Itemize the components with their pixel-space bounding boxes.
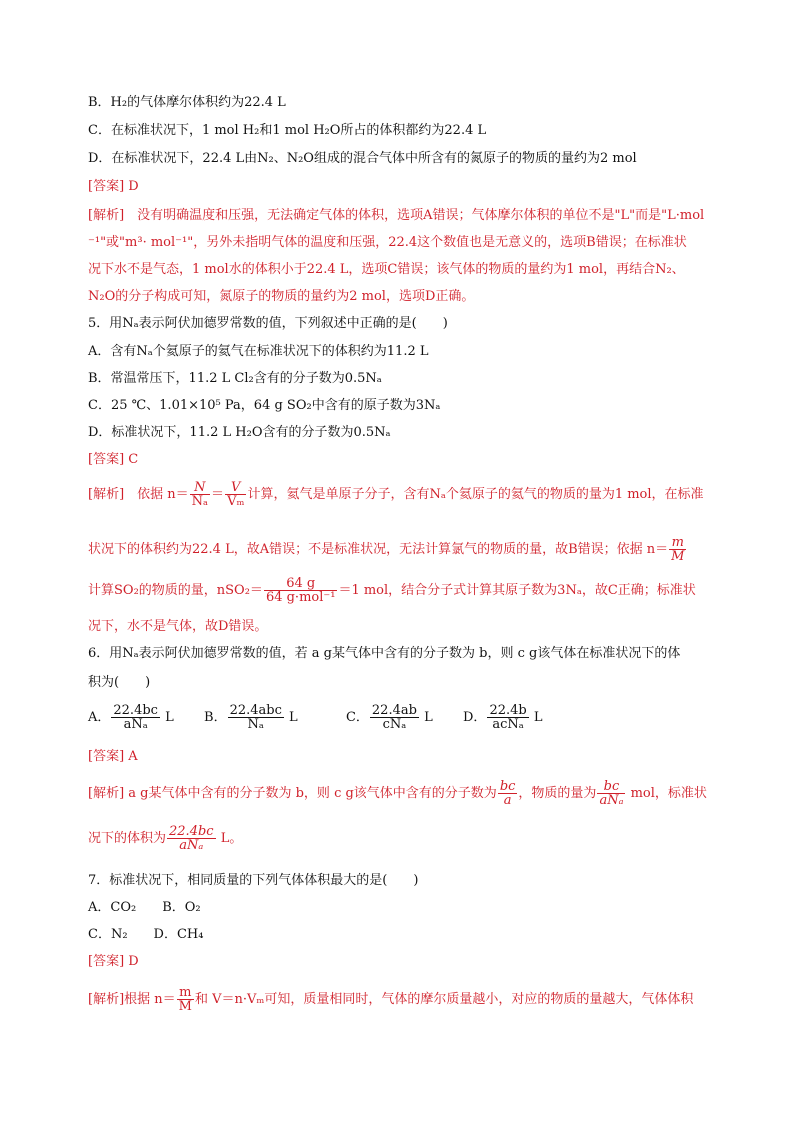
q6-analysis-line-2: 况下的体积为 22.4bc aNₐ L。 xyxy=(88,824,243,853)
q6-option-c: C． 22.4ab cNₐ L xyxy=(345,703,433,732)
q4-answer: [答案] D xyxy=(88,179,139,194)
q4-option-c: C．在标准状况下，1 mol H₂和1 mol H₂O所占的体积都约为22.4 L xyxy=(88,123,487,138)
q5-stem: 5．用Nₐ表示阿伏加德罗常数的值，下列叙述中正确的是( ) xyxy=(88,316,448,331)
q6-option-b: B． 22.4abc Nₐ L xyxy=(204,703,298,732)
fraction-bc-over-ana: bc aNₐ xyxy=(599,779,624,808)
q6-option-a: A． 22.4bc aNₐ L xyxy=(88,703,174,732)
q5-option-c: C．25 ℃、1.01×10⁵ Pa，64 g SO₂中含有的原子数为3Nₐ xyxy=(88,398,441,413)
q4-analysis-line-2: ⁻¹"或"m³· mol⁻¹"，另外未指明气体的温度和压强，22.4这个数值也是无意义的，选项B错误；在标准状 xyxy=(88,235,687,250)
fraction-volume: 22.4bc aNₐ xyxy=(169,824,214,853)
q4-option-b: B．H₂的气体摩尔体积约为22.4 L xyxy=(88,95,286,110)
q6-stem-line-2: 积为( ) xyxy=(88,675,151,690)
q7-options-row-1: A．CO₂ B．O₂ xyxy=(88,900,201,915)
q6-stem-line-1: 6．用Nₐ表示阿伏加德罗常数的值，若 a g某气体中含有的分子数为 b，则 c g该气体在标准状况下的体 xyxy=(88,646,681,661)
fraction-v-over-vm: $\frac{V}{\text{Vₘ}}$ xyxy=(227,480,245,509)
q6-options xyxy=(88,704,543,731)
q5-analysis-line-2: 状况下的体积约为22.4 L，故A错误；不是标准状况，无法计算氯气的物质的量，故B错误；依据 n＝ $\frac{m}{M}$ xyxy=(88,535,685,564)
q7-answer: [答案] D xyxy=(88,954,139,969)
fraction-n-over-na: $\frac{N}{\text{Nₐ}}$ xyxy=(191,480,209,509)
q6-answer: [答案] A xyxy=(88,749,138,764)
fraction-64g-over-molar-mass: 64 g 64 g·mol⁻¹ xyxy=(265,576,336,605)
q6-analysis-line-1: [解析] a g某气体中含有的分子数为 b，则 c g该气体中含有的分子数为 $\frac{bc}{a}$ ，物质的量为 bc aNₐ mol，标准状 xyxy=(88,779,707,808)
fraction-bc-over-a: $\frac{bc}{a}$ xyxy=(499,779,516,808)
fraction-m-over-M: $\frac{m}{M}$ xyxy=(671,535,685,564)
q4-analysis-line-4: N₂O的分子构成可知，氮原子的物质的量约为2 mol，选项D正确。 xyxy=(88,289,475,304)
q7-analysis-line-1: [解析]根据 n＝ $\frac{m}{M}$ 和 V＝n·Vₘ可知，质量相同时，气体的摩尔质量越小，对应的物质的量越大，气体体积 xyxy=(88,985,694,1014)
q7-options-row-2: C．N₂ D．CH₄ xyxy=(88,927,204,942)
q5-option-d: D．标准状况下，11.2 L H₂O含有的分子数为0.5Nₐ xyxy=(88,425,391,440)
q6-option-d: D． 22.4b acNₐ L xyxy=(463,703,543,732)
q7-stem: 7．标准状况下，相同质量的下列气体体积最大的是( ) xyxy=(88,873,419,888)
q5-analysis-line-1: [解析] 依据 n＝ $\frac{N}{\text{Nₐ}}$ ＝ $\frac{V}{\text{Vₘ}}$ 计算，氦气是单原子分子，含有Nₐ个氦原子的氦气的物质的量为1 mol，在标准 xyxy=(88,480,704,509)
q5-analysis-line-3: 计算SO₂的物质的量，nSO₂＝ 64 g 64 g·mol⁻¹ ＝1 mol，结合分子式计算其原子数为3Nₐ，故C正确；标准状 xyxy=(88,576,696,605)
q4-option-d: D．在标准状况下，22.4 L由N₂、N₂O组成的混合气体中所含有的氮原子的物质的量约为2 mol xyxy=(88,151,637,166)
q5-option-a: A．含有Nₐ个氦原子的氦气在标准状况下的体积约为11.2 L xyxy=(88,344,429,359)
q4-analysis-line-1: [解析] 没有明确温度和压强，无法确定气体的体积，选项A错误；气体摩尔体积的单位不是"L"而是"L·mol xyxy=(88,208,705,223)
fraction-m-over-M: $\frac{m}{M}$ xyxy=(178,985,192,1014)
q4-analysis-line-3: 况下水不是气态，1 mol水的体积小于22.4 L，选项C错误；该气体的物质的量约为1 mol，再结合N₂、 xyxy=(88,262,685,277)
q5-answer: [答案] C xyxy=(88,452,139,467)
q5-option-b: B．常温常压下，11.2 L Cl₂含有的分子数为0.5Nₐ xyxy=(88,371,382,386)
q5-analysis-line-4: 况下，水不是气体，故D错误。 xyxy=(88,619,268,634)
